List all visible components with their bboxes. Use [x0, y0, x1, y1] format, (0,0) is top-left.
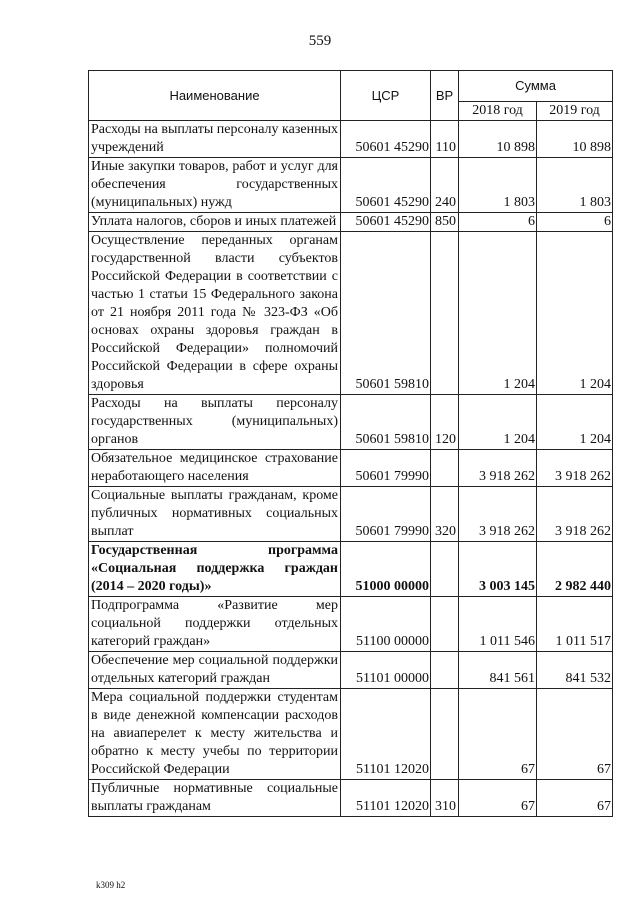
row-sum-2019: 6 — [537, 213, 613, 232]
column-header-2018: 2018 год — [459, 102, 537, 121]
table-row — [89, 597, 613, 652]
row-vr — [431, 597, 459, 652]
row-csr: 51101 12020 — [341, 780, 431, 817]
column-header-name: Наименование — [89, 71, 341, 121]
row-sum-2018: 841 561 — [459, 652, 537, 689]
row-sum-2018: 3 003 145 — [459, 542, 537, 597]
column-header-csr: ЦСР — [341, 71, 431, 121]
row-csr: 50601 59810 — [341, 232, 431, 395]
row-name: Иные закупки товаров, работ и услуг для обеспечения государственных (муниципальных) нужд — [89, 158, 341, 213]
row-csr: 51100 00000 — [341, 597, 431, 652]
row-csr: 50601 45290 — [341, 121, 431, 158]
row-name: Обязательное медицинское страхование неработающего населения — [89, 450, 341, 487]
row-name: Обеспечение мер социальной поддержки отдельных категорий граждан — [89, 652, 341, 689]
row-sum-2018: 1 011 546 — [459, 597, 537, 652]
row-csr: 50601 59810 — [341, 395, 431, 450]
row-vr: 120 — [431, 395, 459, 450]
row-vr — [431, 232, 459, 395]
row-name: Осуществление переданных органам государственной власти субъектов Российской Федерации в соответствии с частью 1 статьи 15 Федерального закона от 21 ноября 2011 года № 323-ФЗ «Об основах охраны здоровья граждан в Российской Федерации» полномочий Российской Федерации в сфере охраны здоровья — [89, 232, 341, 395]
row-sum-2019: 1 011 517 — [537, 597, 613, 652]
row-name: Государственная программа «Социальная поддержка граждан (2014 – 2020 годы)» — [89, 542, 341, 597]
row-vr: 310 — [431, 780, 459, 817]
table-row — [89, 395, 613, 450]
table-row — [89, 121, 613, 158]
row-name: Уплата налогов, сборов и иных платежей — [89, 213, 341, 232]
row-csr: 50601 45290 — [341, 158, 431, 213]
row-sum-2019: 3 918 262 — [537, 487, 613, 542]
row-vr — [431, 689, 459, 780]
row-sum-2019: 1 204 — [537, 232, 613, 395]
page-number: 559 — [308, 33, 332, 49]
row-name: Мера социальной поддержки студентам в виде денежной компенсации расходов на авиаперелет к месту жительства и обратно к месту учебы по территории Российской Федерации — [89, 689, 341, 780]
row-sum-2018: 6 — [459, 213, 537, 232]
row-sum-2018: 67 — [459, 689, 537, 780]
row-sum-2019: 1 803 — [537, 158, 613, 213]
budget-table — [88, 70, 613, 817]
row-sum-2018: 67 — [459, 780, 537, 817]
table-row — [89, 232, 613, 395]
row-vr: 110 — [431, 121, 459, 158]
row-csr: 51101 12020 — [341, 689, 431, 780]
row-sum-2019: 67 — [537, 689, 613, 780]
table-row — [89, 780, 613, 817]
table-row — [89, 542, 613, 597]
row-sum-2019: 2 982 440 — [537, 542, 613, 597]
row-sum-2018: 1 204 — [459, 395, 537, 450]
column-header-2019: 2019 год — [537, 102, 613, 121]
row-sum-2019: 841 532 — [537, 652, 613, 689]
row-csr: 50601 79990 — [341, 450, 431, 487]
row-vr — [431, 450, 459, 487]
row-vr: 320 — [431, 487, 459, 542]
row-csr: 51000 00000 — [341, 542, 431, 597]
row-name: Расходы на выплаты персоналу государственных (муниципальных) органов — [89, 395, 341, 450]
row-sum-2019: 10 898 — [537, 121, 613, 158]
row-vr — [431, 652, 459, 689]
row-vr — [431, 542, 459, 597]
table-row — [89, 158, 613, 213]
footer-code: k309 h2 — [96, 880, 126, 890]
row-csr: 51101 00000 — [341, 652, 431, 689]
row-sum-2019: 67 — [537, 780, 613, 817]
column-header-vr: ВР — [431, 71, 459, 121]
row-sum-2018: 10 898 — [459, 121, 537, 158]
table-row — [89, 450, 613, 487]
table-row — [89, 487, 613, 542]
table-header — [89, 71, 613, 121]
row-name: Социальные выплаты гражданам, кроме публичных нормативных социальных выплат — [89, 487, 341, 542]
row-sum-2019: 3 918 262 — [537, 450, 613, 487]
table-row — [89, 652, 613, 689]
row-vr: 850 — [431, 213, 459, 232]
row-name: Подпрограмма «Развитие мер социальной поддержки отдельных категорий граждан» — [89, 597, 341, 652]
table-body — [89, 121, 613, 817]
table-row — [89, 213, 613, 232]
column-header-sum: Сумма — [459, 71, 613, 102]
row-csr: 50601 45290 — [341, 213, 431, 232]
row-name: Расходы на выплаты персоналу казенных учреждений — [89, 121, 341, 158]
table-row — [89, 689, 613, 780]
row-sum-2018: 3 918 262 — [459, 487, 537, 542]
row-csr: 50601 79990 — [341, 487, 431, 542]
row-sum-2018: 1 803 — [459, 158, 537, 213]
row-vr: 240 — [431, 158, 459, 213]
row-sum-2018: 3 918 262 — [459, 450, 537, 487]
row-sum-2019: 1 204 — [537, 395, 613, 450]
row-sum-2018: 1 204 — [459, 232, 537, 395]
row-name: Публичные нормативные социальные выплаты гражданам — [89, 780, 341, 817]
